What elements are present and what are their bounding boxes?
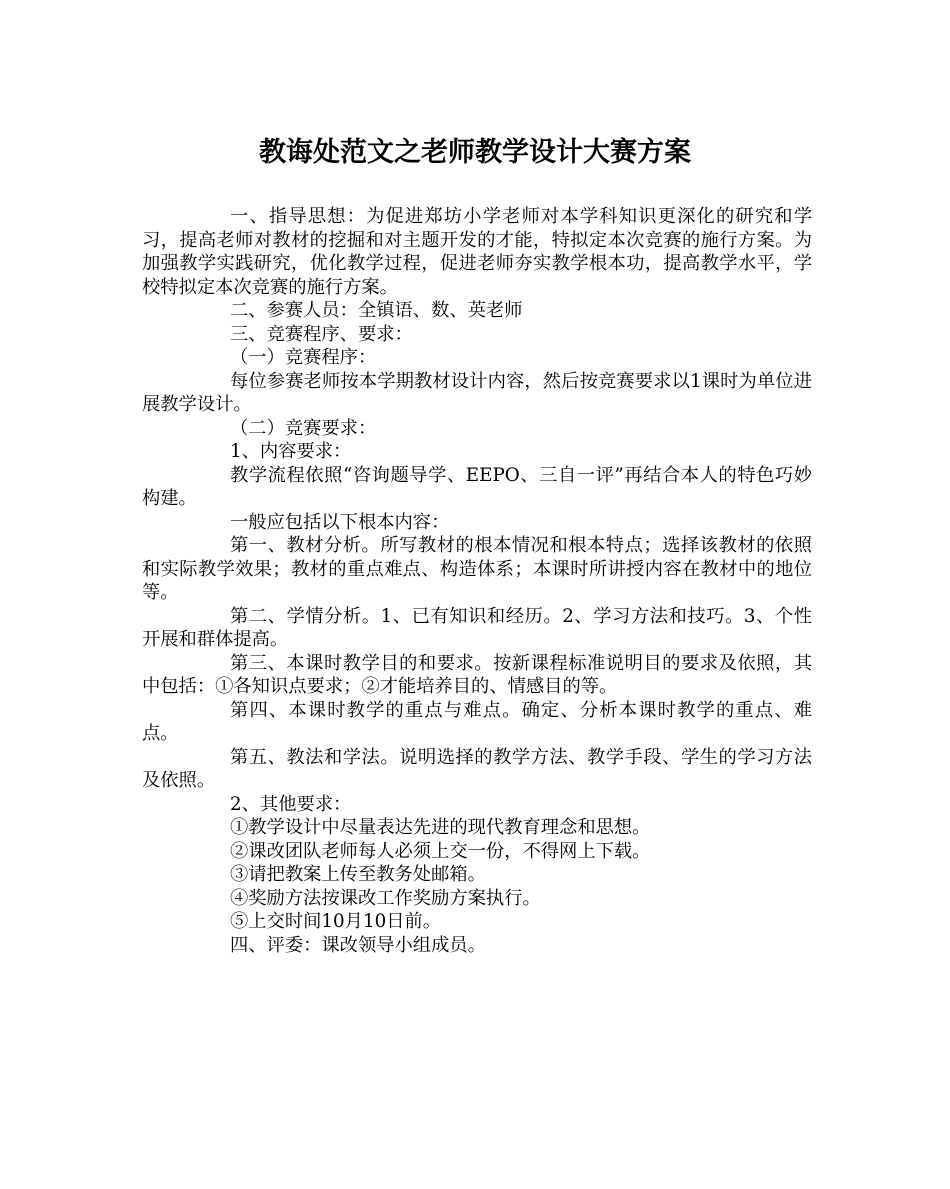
paragraph-key-points: 第四、本课时教学的重点与难点。确定、分析本课时教学的重点、难点。 <box>142 699 812 744</box>
document-title: 教诲处范文之老师教学设计大赛方案 <box>259 137 691 168</box>
paragraph-teaching-methods: 第五、教法和学法。说明选择的教学方法、教学手段、学生的学习方法及依照。 <box>142 746 812 791</box>
paragraph-guiding-ideology: 一、指导思想：为促进郑坊小学老师对本学科知识更深化的研究和学习，提高老师对教材的挖掘和对主题开发的才能，特拟定本次竞赛的施行方案。为加强教学实践研究，优化教学过程，促进老师夯实教学根本功，提高教学水平，学校特拟定本次竞赛的施行方案。 <box>142 206 812 298</box>
list-item-requirement-5: ⑤上交时间10月10日前。 <box>230 911 442 932</box>
paragraph-basic-contents-intro: 一般应包括以下根本内容： <box>230 511 450 533</box>
paragraph-teaching-objectives: 第三、本课时教学目的和要求。按新课程标准说明目的要求及依照，其中包括：①各知识点要求；②才能培养目的、情感目的等。 <box>142 652 812 697</box>
document-body <box>142 205 812 957</box>
paragraph-content-requirements: 1、内容要求： <box>230 441 352 462</box>
list-item-requirement-3: ③请把教案上传至教务处邮箱。 <box>230 864 486 885</box>
paragraph-teaching-flow: 教学流程依照“咨询题导学、EEPO、三自一评”再结合本人的特色巧妙构建。 <box>142 464 812 509</box>
list-item-requirement-4: ④奖励方法按课改工作奖励方案执行。 <box>230 887 541 909</box>
paragraph-procedure-detail: 每位参赛老师按本学期教材设计内容，然后按竞赛要求以1课时为单位进展教学设计。 <box>142 370 812 415</box>
paragraph-judges: 四、评委：课改领导小组成员。 <box>230 934 486 956</box>
paragraph-subsection-procedure: （一）竞赛程序： <box>230 347 377 368</box>
list-item-requirement-2: ②课改团队老师每人必须上交一份，不得网上下载。 <box>230 840 651 862</box>
paragraph-participants: 二、参赛人员：全镇语、数、英老师 <box>230 300 523 321</box>
list-item-requirement-1: ①教学设计中尽量表达先进的现代教育理念和思想。 <box>230 817 651 838</box>
paragraph-section-procedure-requirements: 三、竞赛程序、要求： <box>230 323 413 345</box>
paragraph-subsection-requirements: （二）竞赛要求： <box>230 417 377 439</box>
paragraph-other-requirements: 2、其他要求： <box>230 793 352 815</box>
paragraph-textbook-analysis: 第一、教材分析。所写教材的根本情况和根本特点；选择该教材的依照和实际教学效果；教材的重点难点、构造体系；本课时所讲授内容在教材中的地位等。 <box>142 535 812 603</box>
paragraph-student-analysis: 第二、学情分析。1、已有知识和经历。2、学习方法和技巧。3、个性开展和群体提高。 <box>142 605 812 650</box>
